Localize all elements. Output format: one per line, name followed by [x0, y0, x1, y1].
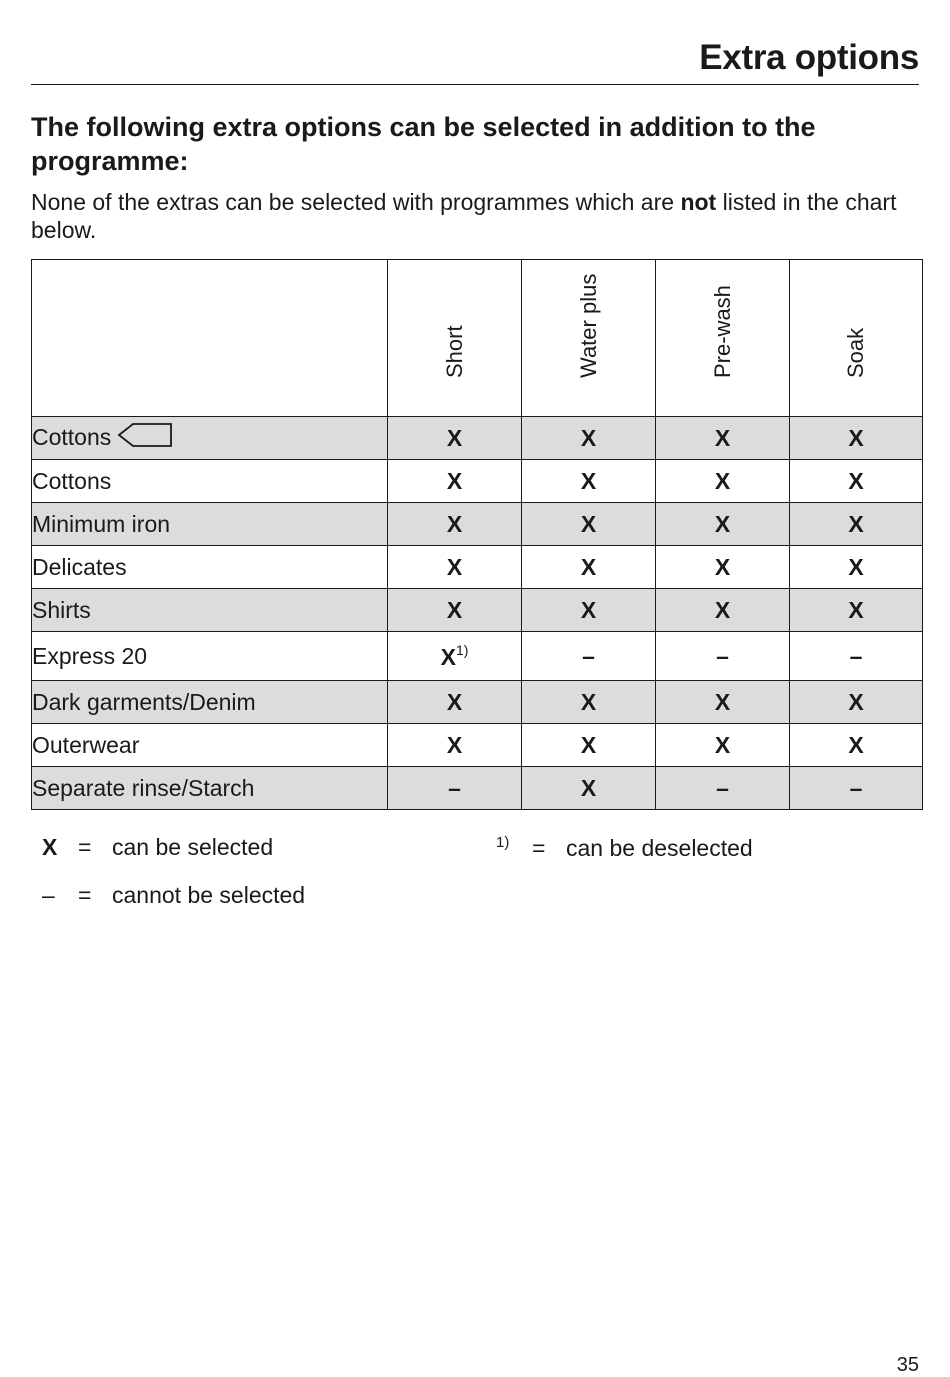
- table-row-cottons-eco: [32, 417, 923, 460]
- table-row-minimum-iron: [32, 503, 923, 546]
- footnote-marker: 1): [455, 641, 469, 658]
- table-cell: X: [790, 503, 923, 546]
- table-header-row: [32, 260, 923, 417]
- programme-cell: [32, 417, 388, 460]
- legend-text: can be selected: [112, 834, 274, 860]
- table-cell: X: [790, 460, 923, 503]
- table-cell: X: [522, 417, 656, 460]
- intro-text-after: listed in the chart below.: [31, 189, 897, 243]
- table-cell-value: X: [440, 643, 456, 670]
- table-row-outerwear: [32, 724, 923, 767]
- programme-label: Separate rinse/Starch: [32, 767, 388, 810]
- table-cell: X: [522, 681, 656, 724]
- table-cell: X: [656, 417, 790, 460]
- programme-label: Delicates: [32, 546, 388, 589]
- column-header-water-plus: [522, 260, 656, 417]
- header-corner-cell: [32, 260, 388, 417]
- column-header-soak: [790, 260, 923, 417]
- legend-equals: =: [532, 835, 546, 861]
- table-cell: X: [656, 460, 790, 503]
- page-title: Extra options: [699, 38, 919, 77]
- table-cell: X: [388, 503, 522, 546]
- programme-label: Express 20: [32, 632, 388, 681]
- table-cell: –: [388, 767, 522, 810]
- table-cell: X: [388, 546, 522, 589]
- intro-paragraph: [31, 188, 911, 244]
- table-cell: X: [522, 460, 656, 503]
- table-cell: X: [790, 417, 923, 460]
- table-cell: X: [656, 546, 790, 589]
- table-cell: –: [656, 632, 790, 681]
- intro-text-before: None of the extras can be selected with programmes which are: [31, 189, 681, 215]
- column-header-short: [388, 260, 522, 417]
- table-cell: –: [522, 632, 656, 681]
- legend-symbol: –: [42, 882, 55, 908]
- legend-text: cannot be selected: [112, 882, 306, 908]
- legend-can-be-selected: [42, 834, 273, 861]
- column-header-label: Soak: [843, 327, 868, 378]
- table-cell: X: [790, 546, 923, 589]
- table-cell: X: [388, 681, 522, 724]
- legend-can-be-deselected: [496, 834, 753, 862]
- programme-label: Cottons: [32, 460, 388, 503]
- table-cell: X: [522, 546, 656, 589]
- table-cell: X: [388, 417, 522, 460]
- table-cell: X: [388, 724, 522, 767]
- column-header-label: Pre-wash: [709, 285, 735, 378]
- table-cell: X: [790, 724, 923, 767]
- section-heading: The following extra options can be selected in addition to the programme:: [31, 112, 816, 176]
- programme-label: Cottons: [32, 424, 112, 450]
- table-cell: X: [522, 503, 656, 546]
- page-number: 35: [896, 1354, 919, 1376]
- table-cell: –: [790, 767, 923, 810]
- table-cell: X: [522, 724, 656, 767]
- table-cell: –: [790, 632, 923, 681]
- table-cell: X: [522, 767, 656, 810]
- legend-cannot-be-selected: [42, 882, 305, 909]
- programme-label: Minimum iron: [32, 503, 388, 546]
- table-row-delicates: [32, 546, 923, 589]
- table-row-separate-rinse: [32, 767, 923, 810]
- table-row-express-20: [32, 632, 923, 681]
- table-cell: X: [656, 681, 790, 724]
- table-cell: X: [388, 589, 522, 632]
- table-row-shirts: [32, 589, 923, 632]
- programme-label: Shirts: [32, 589, 388, 632]
- programme-label: Dark garments/Denim: [32, 681, 388, 724]
- legend-equals: =: [78, 834, 92, 860]
- legend-text: can be deselected: [566, 835, 753, 861]
- legend-equals: =: [78, 882, 92, 908]
- programme-label: Outerwear: [32, 724, 388, 767]
- table-cell: X: [388, 460, 522, 503]
- extra-options-table: [31, 259, 923, 810]
- legend-footnote-symbol: 1): [496, 834, 510, 851]
- table-cell: X: [522, 589, 656, 632]
- table-cell: X: [656, 589, 790, 632]
- table-cell: –: [656, 767, 790, 810]
- column-header-label: Water plus: [575, 273, 601, 378]
- table-cell-with-footnote: [388, 632, 522, 681]
- table-cell: X: [790, 681, 923, 724]
- table-row-dark-garments: [32, 681, 923, 724]
- title-rule: [31, 84, 919, 85]
- table-cell: X: [790, 589, 923, 632]
- column-header-pre-wash: [656, 260, 790, 417]
- column-header-label: Short: [441, 325, 467, 378]
- table-cell: X: [656, 503, 790, 546]
- intro-emphasis: not: [680, 189, 717, 215]
- legend-symbol: X: [42, 834, 58, 860]
- table-cell: X: [656, 724, 790, 767]
- eco-arrow-icon: [117, 422, 173, 454]
- table-row-cottons: [32, 460, 923, 503]
